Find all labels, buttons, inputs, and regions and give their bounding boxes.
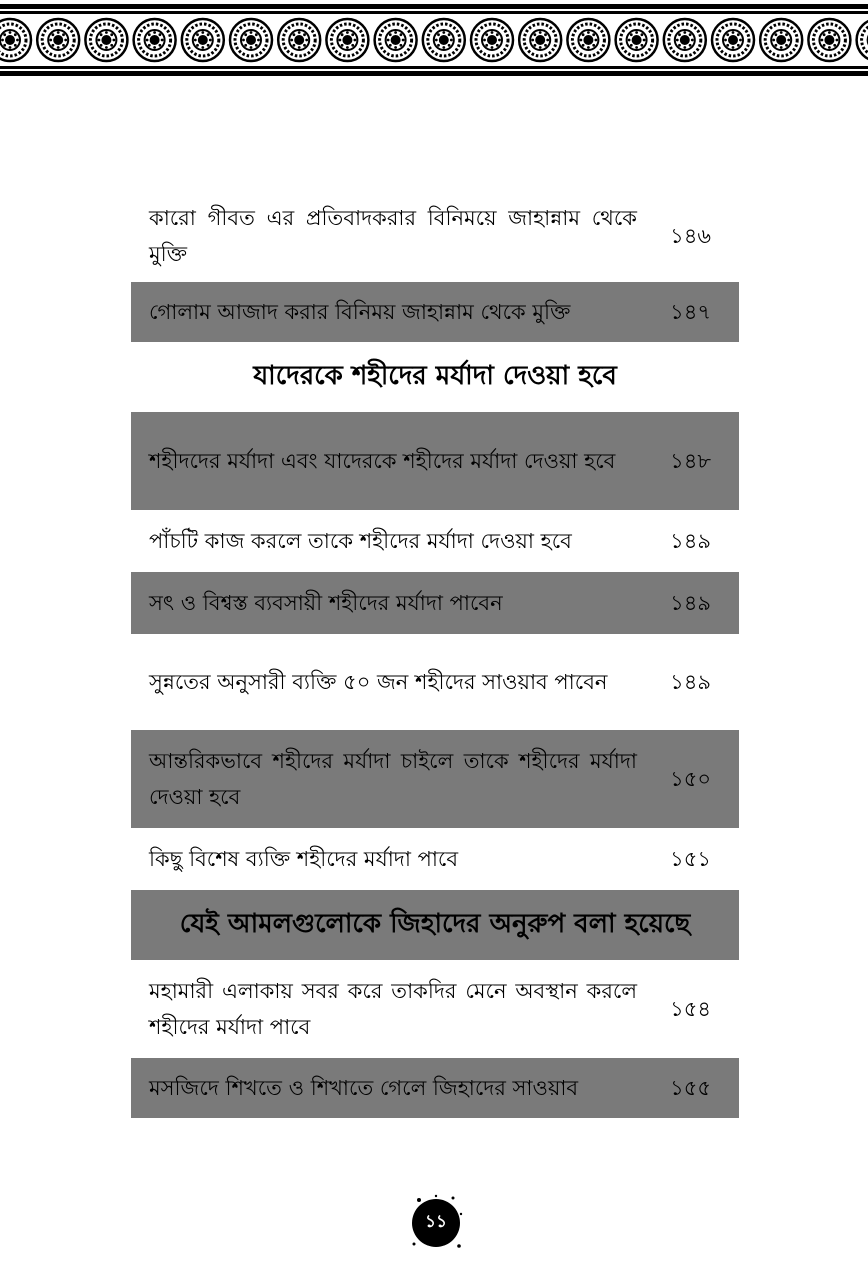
toc-entry-title: গোলাম আজাদ করার বিনিময় জাহান্নাম থেকে মুক্তি bbox=[149, 300, 571, 324]
toc-entry[interactable] bbox=[131, 828, 739, 890]
toc-entry-page: ১৪৯ bbox=[670, 591, 711, 615]
medallion-ornament bbox=[37, 19, 79, 61]
toc-entry-title: কারো গীবত এর প্রতিবাদকরার বিনিময়ে জাহান্নাম থেকে মুক্তি bbox=[149, 206, 637, 266]
medallion-ornament bbox=[375, 19, 417, 61]
medallion-ornament bbox=[712, 19, 754, 61]
medallion-ornament bbox=[326, 19, 368, 61]
toc-entry[interactable] bbox=[131, 572, 739, 634]
toc-entry[interactable] bbox=[131, 960, 739, 1058]
toc-entry-page: ১৫০ bbox=[670, 767, 711, 791]
toc-entry[interactable] bbox=[131, 634, 739, 730]
toc-entry-title: সৎ ও বিশ্বস্ত ব্যবসায়ী শহীদের মর্যাদা পাবেন bbox=[149, 591, 503, 615]
decorative-border bbox=[0, 0, 868, 78]
toc-entry[interactable] bbox=[131, 412, 739, 510]
toc-entry-page: ১৫৫ bbox=[670, 1076, 711, 1100]
toc-entry-page: ১৪৯ bbox=[670, 670, 711, 694]
page-number: ১১ bbox=[424, 1212, 448, 1232]
medallion-ornament bbox=[85, 19, 127, 61]
toc-entry-page: ১৫১ bbox=[670, 847, 711, 871]
toc-entry-title: সুন্নতের অনুসারী ব্যক্তি ৫০ জন শহীদের সাওয়াব পাবেন bbox=[149, 670, 608, 694]
medallion-ornament bbox=[230, 19, 272, 61]
toc-entry[interactable] bbox=[131, 730, 739, 828]
toc-entry-title: আন্তরিকভাবে শহীদের মর্যাদা চাইলে তাকে শহীদের মর্যাদা দেওয়া হবে bbox=[149, 749, 637, 809]
toc-entry[interactable] bbox=[131, 282, 739, 342]
toc-entry-page: ১৪৬ bbox=[670, 224, 711, 248]
toc-entry-page: ১৪৯ bbox=[670, 529, 711, 553]
medallion-ornament bbox=[616, 19, 658, 61]
toc-entry-title: কিছু বিশেষ ব্যক্তি শহীদের মর্যাদা পাবে bbox=[149, 847, 459, 871]
page-number-badge bbox=[409, 1194, 463, 1252]
medallion-ornament bbox=[278, 19, 320, 61]
medallion-ornament bbox=[0, 19, 31, 61]
toc-entry-title: পাঁচটি কাজ করলে তাকে শহীদের মর্যাদা দেওয়া হবে bbox=[149, 529, 572, 553]
medallion-ornament bbox=[423, 19, 465, 61]
medallion-ornament bbox=[760, 19, 802, 61]
toc-entry-page: ১৪৮ bbox=[670, 449, 711, 473]
medallion-ornament bbox=[808, 19, 850, 61]
section-heading: যেই আমলগুলোকে জিহাদের অনুরুপ বলা হয়েছে bbox=[131, 890, 739, 960]
toc-entry[interactable] bbox=[131, 510, 739, 572]
medallion-ornament bbox=[857, 19, 868, 61]
toc-entry-title: শহীদদের মর্যাদা এবং যাদেরকে শহীদের মর্যাদা দেওয়া হবে bbox=[149, 449, 616, 473]
section-heading: যাদেরকে শহীদের মর্যাদা দেওয়া হবে bbox=[253, 361, 617, 391]
medallion-ornament bbox=[134, 19, 176, 61]
table-of-contents bbox=[131, 190, 739, 1118]
toc-entry-title: মহামারী এলাকায় সবর করে তাকদির মেনে অবস্থান করলে শহীদের মর্যাদা পাবে bbox=[149, 979, 637, 1039]
medallion-ornament bbox=[182, 19, 224, 61]
toc-entry-page: ১৪৭ bbox=[670, 300, 711, 324]
medallion-ornament bbox=[519, 19, 561, 61]
toc-entry-title: মসজিদে শিখতে ও শিখাতে গেলে জিহাদের সাওয়াব bbox=[149, 1076, 579, 1100]
toc-entry[interactable] bbox=[131, 190, 739, 282]
medallion-ornament bbox=[471, 19, 513, 61]
medallion-ornament bbox=[664, 19, 706, 61]
toc-entry[interactable] bbox=[131, 1058, 739, 1118]
medallion-ornament bbox=[567, 19, 609, 61]
toc-entry-page: ১৫৪ bbox=[670, 997, 711, 1021]
